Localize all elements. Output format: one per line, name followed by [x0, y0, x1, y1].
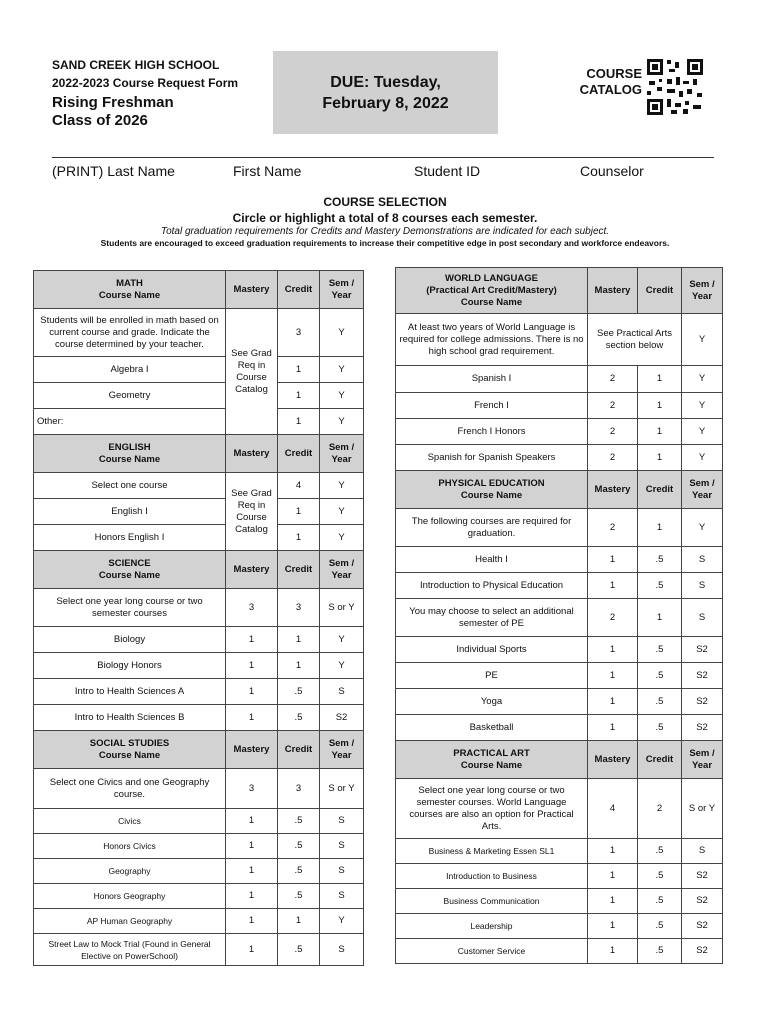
- world-language-mastery-note: See Practical Arts section below: [588, 314, 682, 366]
- table-row[interactable]: Other: 1 Y: [34, 409, 364, 435]
- school-name: SAND CREEK HIGH SCHOOL: [52, 58, 220, 72]
- math-header: MATH Course Name Mastery Credit Sem / Year: [34, 271, 364, 309]
- table-row[interactable]: Basketball 1 .5 S2: [396, 715, 723, 741]
- math-mastery-note: See Grad Req in Course Catalog: [226, 309, 278, 435]
- table-row[interactable]: Select one Civics and one Geography course. 3 3 S or Y: [34, 769, 364, 809]
- table-row[interactable]: Health I 1 .5 S: [396, 547, 723, 573]
- table-row[interactable]: Civics 1 .5 S: [34, 809, 364, 834]
- grade-label: Rising Freshman: [52, 94, 174, 111]
- due-line-1: DUE: Tuesday,: [330, 73, 441, 91]
- table-row[interactable]: Algebra I 1 Y: [34, 357, 364, 383]
- instruction-line-1: Circle or highlight a total of 8 courses each semester.: [232, 211, 538, 225]
- course-catalog-label: COURSE CATALOG: [579, 66, 642, 97]
- counselor-field[interactable]: Counselor: [580, 163, 644, 179]
- table-row[interactable]: Individual Sports 1 .5 S2: [396, 637, 723, 663]
- table-row[interactable]: Honors Geography 1 .5 S: [34, 884, 364, 909]
- physical-education-header: PHYSICAL EDUCATION Course Name Mastery Credit Sem / Year: [396, 471, 723, 509]
- world-language-header: WORLD LANGUAGE (Practical Art Credit/Mastery) Course Name Mastery Credit Sem / Year: [396, 268, 723, 314]
- signature-line: [52, 157, 714, 158]
- table-row[interactable]: Biology 1 1 Y: [34, 627, 364, 653]
- due-line-2: February 8, 2022: [322, 94, 449, 112]
- class-label: Class of 2026: [52, 112, 148, 129]
- english-mastery-note: See Grad Req in Course Catalog: [226, 473, 278, 551]
- table-row[interactable]: Select one course See Grad Req in Course Catalog 4 Y: [34, 473, 364, 499]
- table-row[interactable]: Geography 1 .5 S: [34, 859, 364, 884]
- table-row[interactable]: Street Law to Mock Trial (Found in General Elective on PowerSchool) 1 .5 S: [34, 934, 364, 966]
- form-title: 2022-2023 Course Request Form: [52, 76, 239, 90]
- social-studies-header: SOCIAL STUDIES Course Name Mastery Credit Sem / Year: [34, 731, 364, 769]
- table-row[interactable]: Leadership 1 .5 S2: [396, 914, 723, 939]
- course-selection-title: COURSE SELECTION: [323, 195, 447, 209]
- table-row[interactable]: The following courses are required for graduation. 2 1 Y: [396, 509, 723, 547]
- table-row[interactable]: Business Communication 1 .5 S2: [396, 889, 723, 914]
- table-row[interactable]: Customer Service 1 .5 S2: [396, 939, 723, 964]
- right-course-table: [395, 267, 723, 964]
- qr-code-icon[interactable]: [645, 57, 705, 117]
- table-row[interactable]: Students will be enrolled in math based on current course and grade. Indicate the course determined by your teacher. See Grad Req in Course Catalog 3 Y: [34, 309, 364, 357]
- table-row[interactable]: Spanish for Spanish Speakers 2 1 Y: [396, 445, 723, 471]
- student-id-field[interactable]: Student ID: [414, 163, 481, 179]
- instruction-line-2: Total graduation requirements for Credits and Mastery Demonstrations are indicated for each subject.: [160, 226, 610, 237]
- table-row[interactable]: Honors Civics 1 .5 S: [34, 834, 364, 859]
- table-row[interactable]: AP Human Geography 1 1 Y: [34, 909, 364, 934]
- table-row[interactable]: Intro to Health Sciences B 1 .5 S2: [34, 705, 364, 731]
- table-row[interactable]: English I 1 Y: [34, 499, 364, 525]
- table-row[interactable]: At least two years of World Language is required for college admissions. There is no high school grad requirement. See Practical Arts section below Y: [396, 314, 723, 366]
- table-row[interactable]: PE 1 .5 S2: [396, 663, 723, 689]
- table-row[interactable]: Business & Marketing Essen SL1 1 .5 S: [396, 839, 723, 864]
- science-header: SCIENCE Course Name Mastery Credit Sem / Year: [34, 551, 364, 589]
- table-row[interactable]: Honors English I 1 Y: [34, 525, 364, 551]
- first-name-field[interactable]: First Name: [233, 163, 302, 179]
- table-row[interactable]: French I 2 1 Y: [396, 393, 723, 419]
- table-row[interactable]: Geometry 1 Y: [34, 383, 364, 409]
- last-name-field[interactable]: (PRINT) Last Name: [52, 163, 175, 179]
- table-row[interactable]: Yoga 1 .5 S2: [396, 689, 723, 715]
- table-row[interactable]: Select one year long course or two semester courses 3 3 S or Y: [34, 589, 364, 627]
- table-row[interactable]: Introduction to Physical Education 1 .5 S: [396, 573, 723, 599]
- left-course-table: [33, 270, 364, 966]
- table-row[interactable]: You may choose to select an additional semester of PE 2 1 S: [396, 599, 723, 637]
- table-row[interactable]: Spanish I 2 1 Y: [396, 366, 723, 393]
- english-header: ENGLISH Course Name Mastery Credit Sem / Year: [34, 435, 364, 473]
- instruction-line-3: Students are encouraged to exceed graduation requirements to increase their competitive edge in post secondary and workforce endeavors.: [100, 238, 670, 248]
- table-row[interactable]: Introduction to Business 1 .5 S2: [396, 864, 723, 889]
- table-row[interactable]: French I Honors 2 1 Y: [396, 419, 723, 445]
- due-date-box: [273, 51, 498, 134]
- table-row[interactable]: Biology Honors 1 1 Y: [34, 653, 364, 679]
- table-row[interactable]: Intro to Health Sciences A 1 .5 S: [34, 679, 364, 705]
- table-row[interactable]: Select one year long course or two semester courses. World Language courses are also an option for Practical Arts. 4 2 S or Y: [396, 779, 723, 839]
- practical-art-header: PRACTICAL ART Course Name Mastery Credit Sem / Year: [396, 741, 723, 779]
